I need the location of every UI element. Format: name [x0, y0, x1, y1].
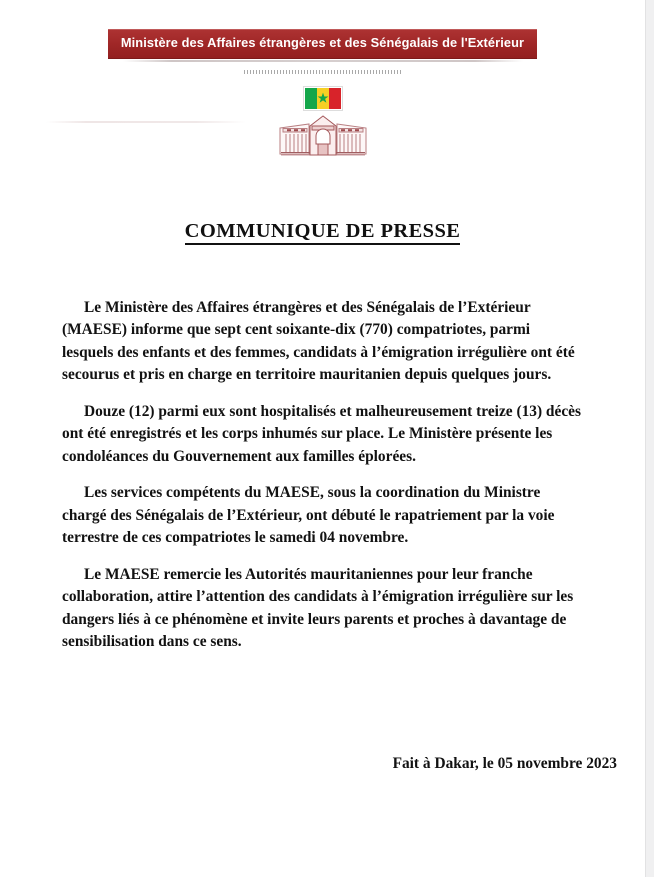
ministry-banner-row [0, 29, 645, 59]
ministry-banner: Ministère des Affaires étrangères et des Sénégalais de l'Extérieur [108, 29, 537, 59]
press-release-body [62, 297, 583, 654]
letterhead [0, 0, 645, 157]
emblem [275, 86, 371, 157]
senegal-flag-icon [303, 86, 343, 111]
signature-line: Fait à Dakar, le 05 novembre 2023 [392, 754, 617, 772]
page-right-gutter [645, 0, 654, 877]
page-title-text: COMMUNIQUE DE PRESSE [185, 220, 461, 245]
page-title [0, 220, 645, 243]
paragraph-3: Les services compétents du MAESE, sous la coordination du Ministre chargé des Sénégalais de l’Extérieur, ont débuté le rapatriement par la voie terrestre de ces compatriotes le samedi 04 novembre. [62, 484, 555, 547]
dotted-divider [244, 70, 402, 75]
government-building-icon [277, 114, 369, 157]
banner-underline [123, 60, 523, 62]
paragraph-2: Douze (12) parmi eux sont hospitalisés et malheureusement treize (13) décès ont été enregistrés et les corps inhumés sur place. Le Ministère présente les condoléances du Gouvernement aux familles éplorées. [62, 402, 581, 465]
faint-horizontal-rule [46, 121, 246, 123]
paragraph-1: Le Ministère des Affaires étrangères et des Sénégalais de l’Extérieur (MAESE) informe que sept cent soixante-dix (770) compatriotes, parmi lesquels des enfants et des femmes, candidats à l’émigration irrégulière ont été secourus et pris en charge en territoire mauritanien depuis quelques jours. [62, 298, 575, 384]
paragraph-4: Le MAESE remercie les Autorités mauritaniennes pour leur franche collaboration, attire l’attention des candidats à l’émigration irrégulière sur les dangers liés à ce phénomène et invite leurs parents et proches à davantage de sensibilisation dans ce sens. [62, 565, 574, 651]
